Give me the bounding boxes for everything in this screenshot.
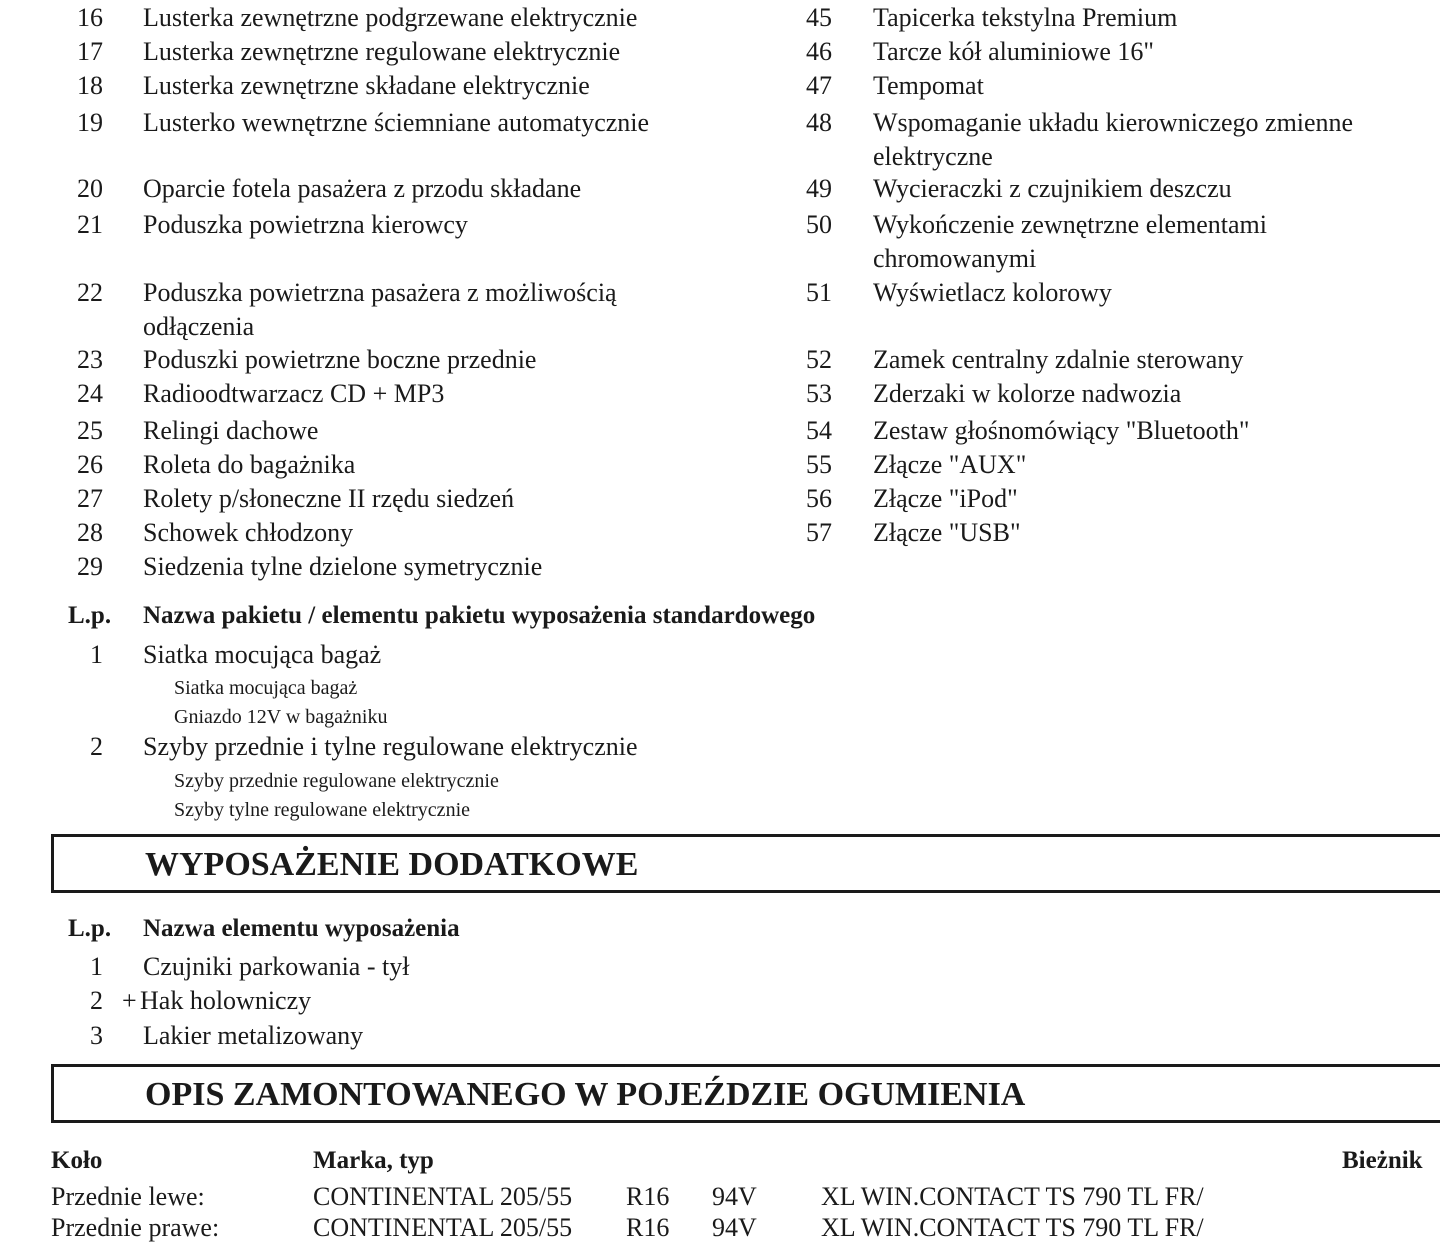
equipment-item-number: 29	[77, 552, 103, 581]
equipment-item-number: 22	[77, 278, 103, 307]
additional-item-prefix: +	[122, 986, 137, 1015]
equipment-item-name: Radioodtwarzacz CD + MP3	[143, 379, 445, 408]
tire-brand: CONTINENTAL 205/55	[313, 1213, 573, 1242]
tire-type: XL WIN.CONTACT TS 790 TL FR/	[821, 1182, 1204, 1211]
tires-header-tread: Bieżnik	[1342, 1147, 1423, 1174]
tires-header-wheel: Koło	[51, 1147, 103, 1174]
package-subitem: Szyby przednie regulowane elektrycznie	[174, 770, 499, 792]
equipment-item-number: 53	[806, 379, 832, 408]
section-box-additional-equipment	[51, 834, 1440, 893]
tire-rim: R16	[626, 1213, 670, 1242]
equipment-item-name: Lusterka zewnętrzne regulowane elektrycznie	[143, 37, 621, 66]
equipment-item-name: Poduszka powietrzna kierowcy	[143, 210, 468, 239]
equipment-item-number: 19	[77, 108, 103, 137]
equipment-item-number: 55	[806, 450, 832, 479]
package-subitem: Gniazdo 12V w bagażniku	[174, 706, 388, 728]
equipment-item-name: Zestaw głośnomówiący "Bluetooth"	[873, 416, 1250, 445]
equipment-item-number: 23	[77, 345, 103, 374]
equipment-item-name: Złącze "USB"	[873, 518, 1021, 547]
equipment-item-number: 16	[77, 3, 103, 32]
equipment-item-name: Lusterka zewnętrzne podgrzewane elektrycznie	[143, 3, 638, 32]
tire-rim: R16	[626, 1182, 670, 1211]
equipment-item-number: 50	[806, 210, 832, 239]
equipment-item-number: 46	[806, 37, 832, 66]
packages-header-name: Nazwa pakietu / elementu pakietu wyposażenia standardowego	[143, 602, 816, 629]
equipment-item-name: Oparcie fotela pasażera z przodu składane	[143, 174, 582, 203]
equipment-item-name: chromowanymi	[873, 244, 1037, 273]
equipment-item-number: 27	[77, 484, 103, 513]
package-subitem: Szyby tylne regulowane elektrycznie	[174, 799, 470, 821]
equipment-item-name: Wykończenie zewnętrzne elementami	[873, 210, 1267, 239]
tire-wheel: Przednie lewe:	[51, 1182, 205, 1211]
additional-header-name: Nazwa elementu wyposażenia	[143, 915, 460, 942]
additional-item-number: 2	[90, 986, 103, 1015]
tire-brand: CONTINENTAL 205/55	[313, 1182, 573, 1211]
equipment-item-name: odłączenia	[143, 312, 255, 341]
equipment-item-name: Schowek chłodzony	[143, 518, 354, 547]
additional-header-lp: L.p.	[68, 915, 112, 942]
additional-item-number: 3	[90, 1021, 103, 1050]
tires-header-brand: Marka, typ	[313, 1147, 434, 1174]
equipment-item-name: Roleta do bagażnika	[143, 450, 356, 479]
package-subitem: Siatka mocująca bagaż	[174, 677, 358, 699]
package-name: Szyby przednie i tylne regulowane elektrycznie	[143, 732, 638, 761]
equipment-item-number: 52	[806, 345, 832, 374]
equipment-item-number: 56	[806, 484, 832, 513]
equipment-item-number: 57	[806, 518, 832, 547]
equipment-item-number: 51	[806, 278, 832, 307]
equipment-item-name: Siedzenia tylne dzielone symetrycznie	[143, 552, 543, 581]
equipment-item-number: 18	[77, 71, 103, 100]
tire-wheel: Przednie prawe:	[51, 1213, 220, 1242]
equipment-item-name: Wycieraczki z czujnikiem deszczu	[873, 174, 1232, 203]
equipment-item-name: Poduszki powietrzne boczne przednie	[143, 345, 537, 374]
packages-header-lp: L.p.	[68, 602, 112, 629]
section-box-tires	[51, 1064, 1440, 1123]
equipment-item-name: Relingi dachowe	[143, 416, 319, 445]
package-number: 2	[90, 732, 103, 761]
equipment-item-name: Złącze "AUX"	[873, 450, 1027, 479]
equipment-item-number: 17	[77, 37, 103, 66]
additional-item-name: Lakier metalizowany	[143, 1021, 364, 1050]
equipment-item-name: Lusterka zewnętrzne składane elektrycznie	[143, 71, 590, 100]
equipment-item-name: Zderzaki w kolorze nadwozia	[873, 379, 1182, 408]
equipment-item-number: 25	[77, 416, 103, 445]
additional-item-number: 1	[90, 952, 103, 981]
equipment-item-number: 28	[77, 518, 103, 547]
equipment-item-number: 54	[806, 416, 832, 445]
equipment-item-number: 20	[77, 174, 103, 203]
equipment-item-name: Rolety p/słoneczne II rzędu siedzeń	[143, 484, 515, 513]
equipment-item-number: 21	[77, 210, 103, 239]
equipment-item-name: Wyświetlacz kolorowy	[873, 278, 1112, 307]
section-title: WYPOSAŻENIE DODATKOWE	[145, 846, 639, 883]
equipment-item-number: 45	[806, 3, 832, 32]
tire-load: 94V	[712, 1182, 757, 1211]
additional-item-name: Hak holowniczy	[140, 986, 312, 1015]
equipment-item-name: Wspomaganie układu kierowniczego zmienne	[873, 108, 1354, 137]
equipment-item-name: Lusterko wewnętrzne ściemniane automatycznie	[143, 108, 650, 137]
tire-load: 94V	[712, 1213, 757, 1242]
equipment-item-number: 49	[806, 174, 832, 203]
package-number: 1	[90, 640, 103, 669]
equipment-item-name: elektryczne	[873, 142, 993, 171]
package-name: Siatka mocująca bagaż	[143, 640, 382, 669]
section-title: OPIS ZAMONTOWANEGO W POJEŹDZIE OGUMIENIA	[145, 1076, 1026, 1113]
equipment-item-name: Tarcze kół aluminiowe 16"	[873, 37, 1154, 66]
tire-type: XL WIN.CONTACT TS 790 TL FR/	[821, 1213, 1204, 1242]
equipment-item-name: Poduszka powietrzna pasażera z możliwością	[143, 278, 617, 307]
equipment-item-name: Tempomat	[873, 71, 984, 100]
equipment-item-number: 26	[77, 450, 103, 479]
additional-item-name: Czujniki parkowania - tył	[143, 952, 410, 981]
equipment-item-number: 24	[77, 379, 103, 408]
equipment-item-name: Złącze "iPod"	[873, 484, 1018, 513]
equipment-item-name: Tapicerka tekstylna Premium	[873, 3, 1178, 32]
equipment-item-name: Zamek centralny zdalnie sterowany	[873, 345, 1244, 374]
equipment-item-number: 48	[806, 108, 832, 137]
equipment-item-number: 47	[806, 71, 832, 100]
